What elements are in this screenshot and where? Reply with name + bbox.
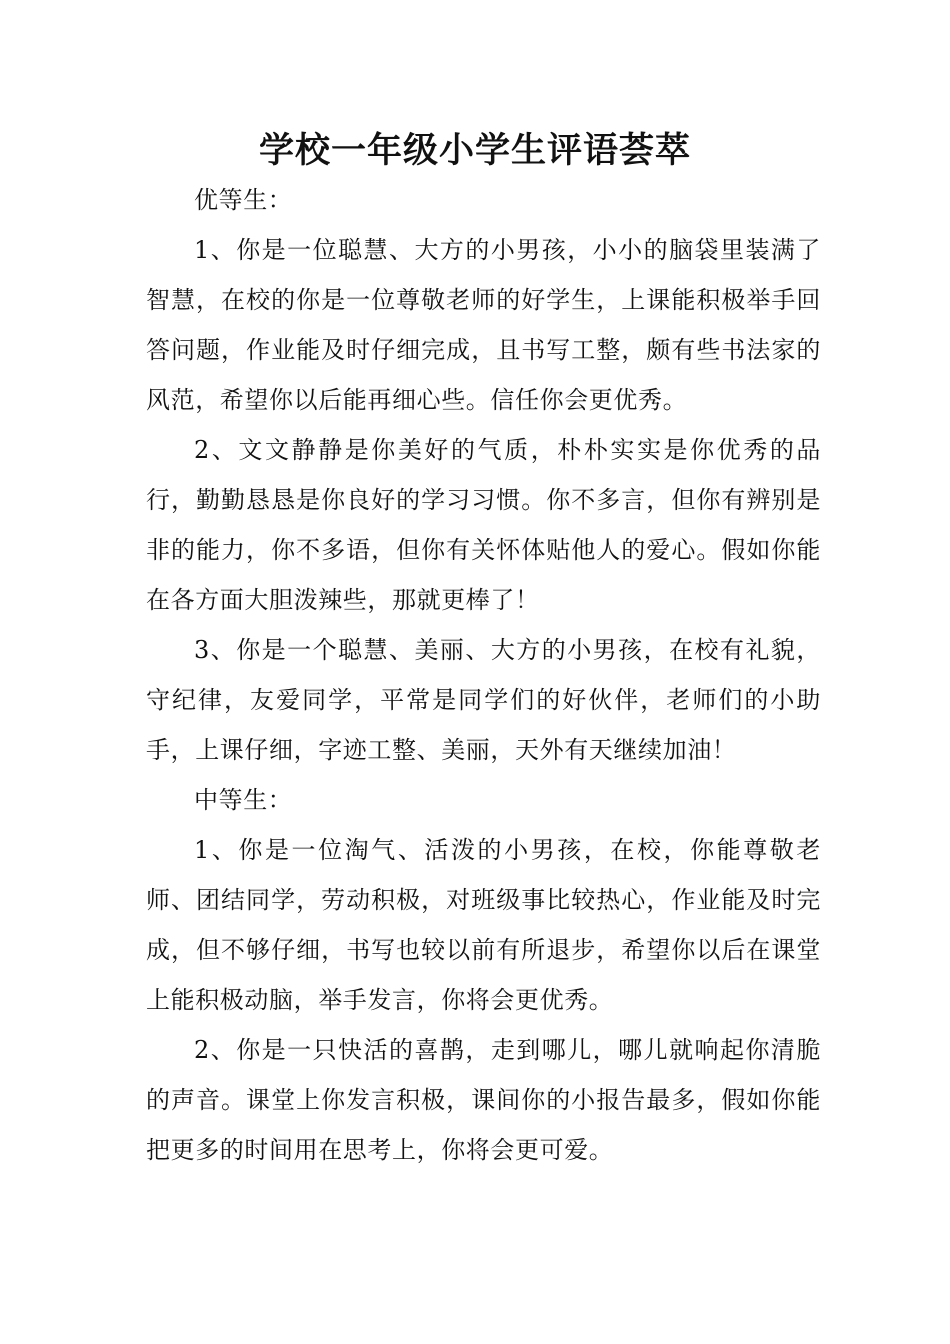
paragraph: 1、你是一位聪慧、大方的小男孩，小小的脑袋里装满了智慧，在校的你是一位尊敬老师的好学生，上课能积极举手回答问题，作业能及时仔细完成，且书写工整，颇有些书法家的风范，希望你以后能再细心些。信任你会更优秀。	[146, 236, 821, 414]
paragraph: 2、你是一只快活的喜鹊，走到哪儿，哪儿就响起你清脆的声音。课堂上你发言积极，课间你的小报告最多，假如你能把更多的时间用在思考上，你将会更可爱。	[146, 1036, 821, 1164]
paragraph: 3、你是一个聪慧、美丽、大方的小男孩，在校有礼貌，守纪律，友爱同学，平常是同学们的好伙伴，老师们的小助手，上课仔细，字迹工整、美丽，天外有天继续加油！	[146, 636, 821, 764]
document-body	[146, 175, 821, 1175]
section-heading-excellent: 优等生：	[194, 186, 293, 214]
document-title: 学校一年级小学生评语荟萃	[258, 131, 691, 171]
paragraph: 1、你是一位淘气、活泼的小男孩，在校，你能尊敬老师、团结同学，劳动积极，对班级事比较热心，作业能及时完成，但不够仔细，书写也较以前有所退步，希望你以后在课堂上能积极动脑，举手发言，你将会更优秀。	[146, 836, 821, 1014]
paragraph: 2、文文静静是你美好的气质，朴朴实实是你优秀的品行，勤勤恳恳是你良好的学习习惯。你不多言，但你有辨别是非的能力，你不多语，但你有关怀体贴他人的爱心。假如你能在各方面大胆泼辣些，那就更棒了！	[146, 436, 821, 614]
section-heading-average: 中等生：	[194, 786, 293, 814]
